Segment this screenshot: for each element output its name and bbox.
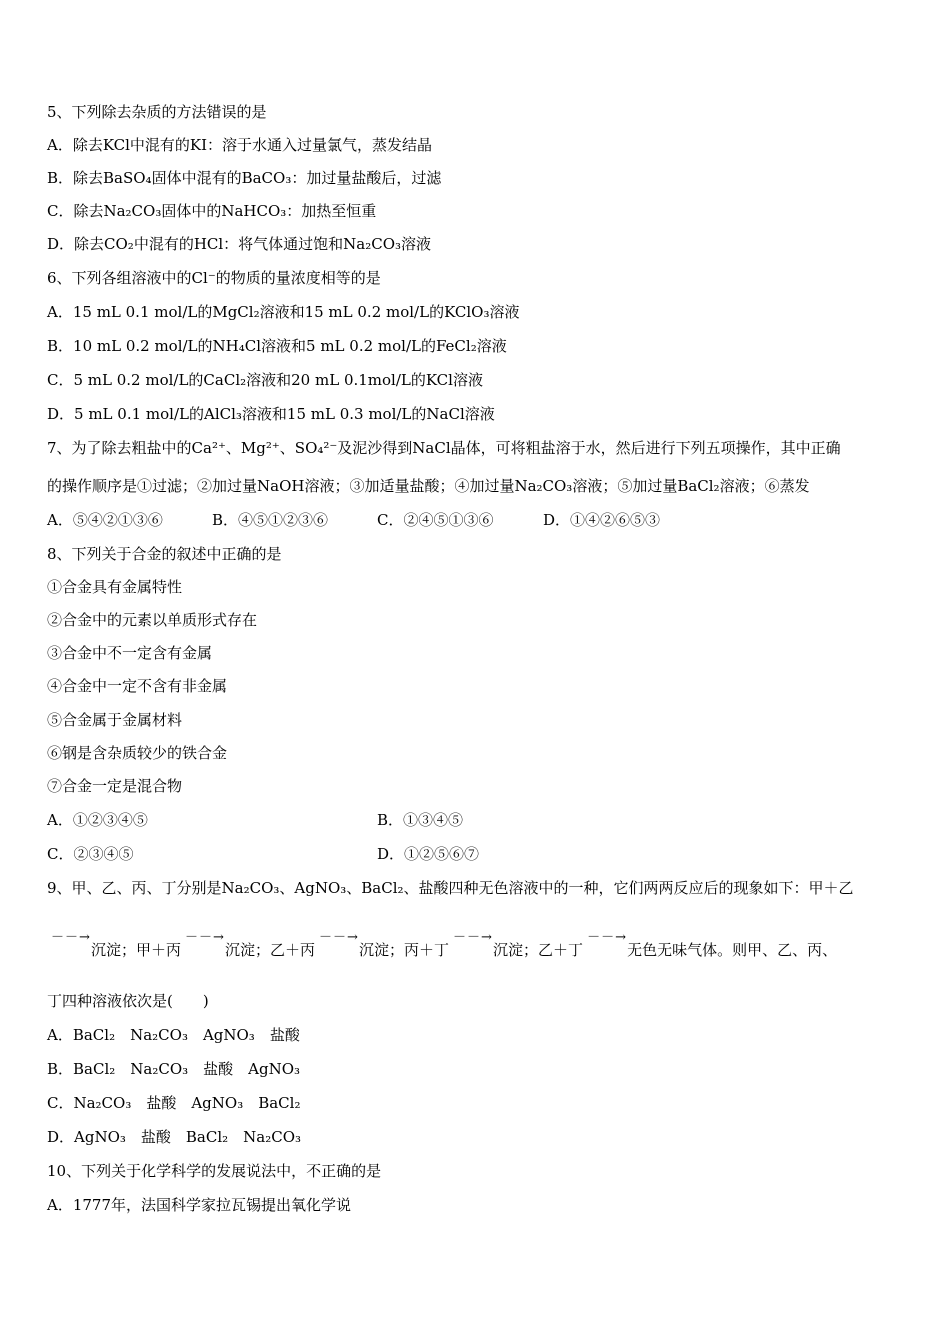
q8-statement: ②合金中的元素以单质形式存在 — [47, 611, 258, 629]
q5-option-a: A．除去KCl中混有的KI：溶于水通入过量氯气，蒸发结晶 — [47, 136, 433, 154]
reaction-arrow-icon: －－→ — [185, 930, 225, 945]
q9-reaction-result: 无色无味气体。则甲、乙、丙、 — [627, 941, 838, 959]
q5-option-d: D．除去CO₂中混有的HCl：将气体通过饱和Na₂CO₃溶液 — [47, 235, 432, 253]
q9-option-b: B．BaCl₂ Na₂CO₃ 盐酸 AgNO₃ — [47, 1060, 301, 1078]
q6-option-a: A．15 mL 0.1 mol/L的MgCl₂溶液和15 mL 0.2 mol/L的KClO₃溶液 — [47, 303, 520, 321]
q5-option-b: B．除去BaSO₄固体中混有的BaCO₃：加过量盐酸后，过滤 — [47, 169, 442, 187]
q6-option-b: B．10 mL 0.2 mol/L的NH₄Cl溶液和5 mL 0.2 mol/L的FeCl₂溶液 — [47, 337, 507, 355]
q7-stem-line1: 7、为了除去粗盐中的Ca²⁺、Mg²⁺、SO₄²⁻及泥沙得到NaCl晶体，可将粗盐溶于水，然后进行下列五项操作，其中正确 — [47, 439, 841, 457]
q9-reaction-result: 沉淀；甲＋丙 — [91, 941, 182, 959]
q6-option-c: C．5 mL 0.2 mol/L的CaCl₂溶液和20 mL 0.1mol/L的KCl溶液 — [47, 371, 483, 389]
q8-stem: 8、下列关于合金的叙述中正确的是 — [47, 545, 282, 563]
q8-option-b: B．①③④⑤ — [377, 811, 464, 829]
q9-stem-line2 — [47, 930, 838, 960]
q9-reaction-result: 沉淀；乙＋丙 — [225, 941, 316, 959]
q8-statement: ⑥钢是含杂质较少的铁合金 — [47, 744, 228, 762]
q7-option-a: A．⑤④②①③⑥ — [47, 511, 163, 529]
q9-option-d: D．AgNO₃ 盐酸 BaCl₂ Na₂CO₃ — [47, 1128, 302, 1146]
q9-stem-line3: 丁四种溶液依次是( ) — [47, 992, 209, 1010]
q5-stem: 5、下列除去杂质的方法错误的是 — [47, 103, 267, 121]
q9-reaction-result: 沉淀；丙＋丁 — [359, 941, 450, 959]
q9-stem-line1: 9、甲、乙、丙、丁分别是Na₂CO₃、AgNO₃、BaCl₂、盐酸四种无色溶液中的一种，它们两两反应后的现象如下：甲＋乙 — [47, 879, 854, 897]
q7-option-b: B．④⑤①②③⑥ — [212, 511, 329, 529]
q8-statement: ⑤合金属于金属材料 — [47, 711, 183, 729]
q8-statement: ③合金中不一定含有金属 — [47, 644, 213, 662]
q9-option-c: C．Na₂CO₃ 盐酸 AgNO₃ BaCl₂ — [47, 1094, 301, 1112]
q7-option-c: C．②④⑤①③⑥ — [377, 511, 494, 529]
q5-option-c: C．除去Na₂CO₃固体中的NaHCO₃：加热至恒重 — [47, 202, 377, 220]
q10-option-a: A．1777年，法国科学家拉瓦锡提出氧化学说 — [47, 1196, 352, 1214]
q9-option-a: A．BaCl₂ Na₂CO₃ AgNO₃ 盐酸 — [47, 1026, 300, 1044]
reaction-arrow-icon: －－→ — [319, 930, 359, 945]
q8-statement: ⑦合金一定是混合物 — [47, 777, 183, 795]
q10-stem: 10、下列关于化学科学的发展说法中，不正确的是 — [47, 1162, 382, 1180]
q7-option-d: D．①④②⑥⑤③ — [543, 511, 661, 529]
q9-reaction-result: 沉淀；乙＋丁 — [493, 941, 584, 959]
q8-option-d: D．①②⑤⑥⑦ — [377, 845, 480, 863]
q6-option-d: D．5 mL 0.1 mol/L的AlCl₃溶液和15 mL 0.3 mol/L的NaCl溶液 — [47, 405, 495, 423]
q8-option-c: C．②③④⑤ — [47, 845, 134, 863]
q6-stem: 6、下列各组溶液中的Cl⁻的物质的量浓度相等的是 — [47, 269, 381, 287]
q8-option-a: A．①②③④⑤ — [47, 811, 148, 829]
q8-statement: ①合金具有金属特性 — [47, 578, 183, 596]
reaction-arrow-icon: －－→ — [51, 930, 91, 945]
q8-statement: ④合金中一定不含有非金属 — [47, 677, 228, 695]
q7-stem-line2: 的操作顺序是①过滤；②加过量NaOH溶液；③加适量盐酸；④加过量Na₂CO₃溶液；⑤加过量BaCl₂溶液；⑥蒸发 — [47, 477, 810, 495]
reaction-arrow-icon: －－→ — [453, 930, 493, 945]
reaction-arrow-icon: －－→ — [587, 930, 627, 945]
